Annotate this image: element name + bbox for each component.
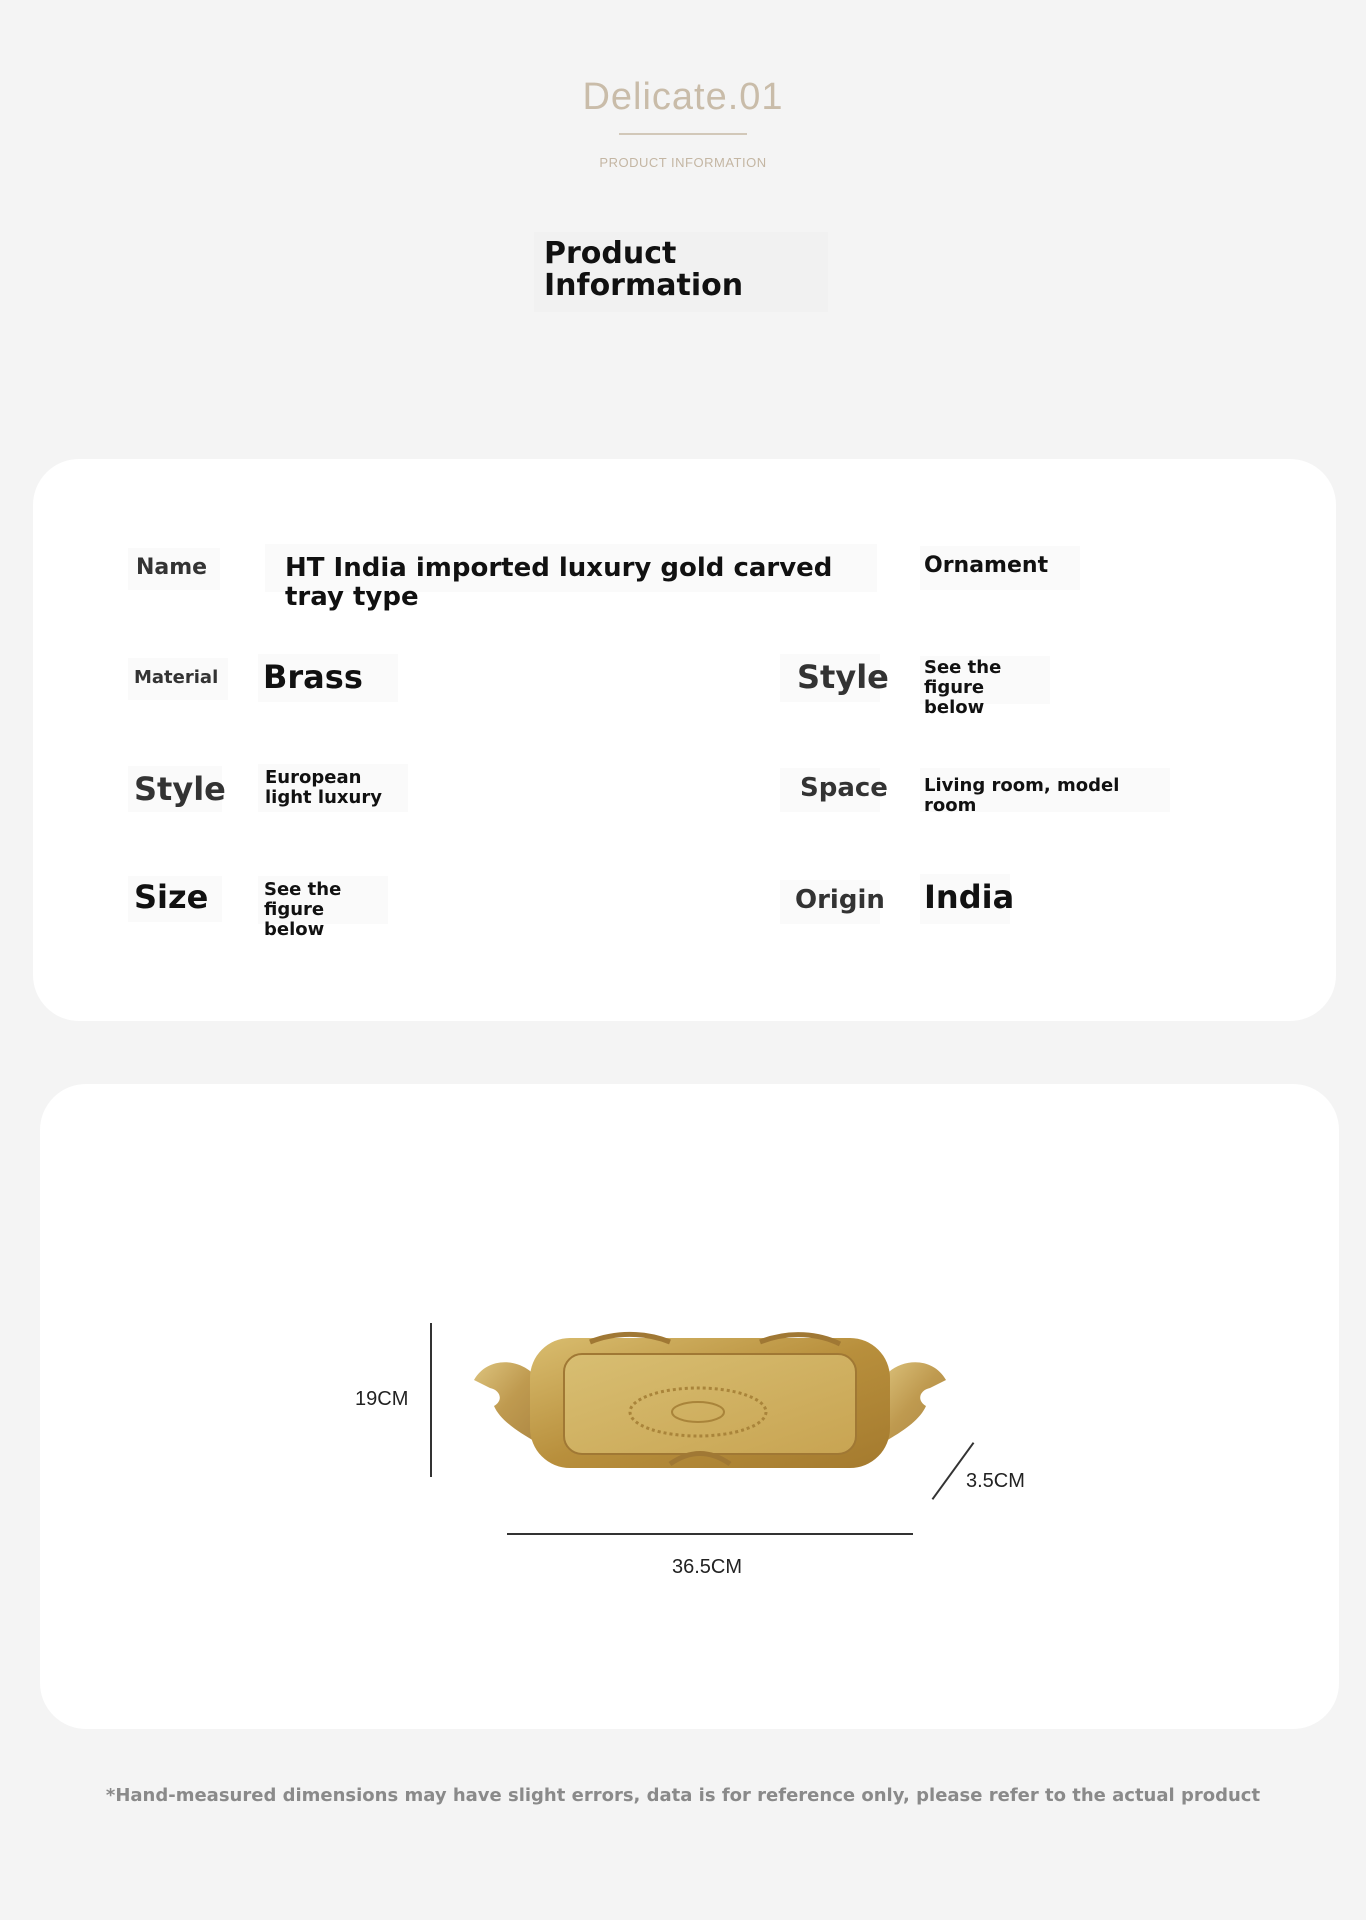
brand-title: Delicate.01 [582,76,784,118]
size-value: See the figure below [258,876,388,924]
height-dimension-label: 19CM [355,1388,409,1410]
material-value: Brass [258,654,398,702]
brand-subtitle: PRODUCT INFORMATION [599,155,767,170]
section-title-text: Product Information [544,236,744,303]
height-dimension-line [430,1323,432,1477]
name-label: Name [128,548,220,590]
style-value-left: European light luxury [258,764,408,812]
measurement-disclaimer: *Hand-measured dimensions may have slight errors, data is for reference only, please refer to the actual product [105,1785,1261,1806]
name-value: HT India imported luxury gold carved tray type [265,544,877,592]
brand-header [0,76,1366,170]
origin-label: Origin [780,880,880,924]
width-dimension-label: 36.5CM [672,1556,743,1578]
tray-image [460,1320,960,1480]
style-label-right: Style [780,654,880,702]
origin-value: India [920,874,1010,924]
width-dimension-line [507,1533,913,1535]
depth-dimension-label: 3.5CM [966,1470,1025,1492]
name-value-extra: Ornament [920,546,1080,590]
material-label: Material [128,658,228,700]
style-label-left: Style [128,766,222,812]
brand-divider [619,133,747,135]
size-label: Size [128,876,222,922]
style-value-right: See the figure below [920,656,1050,704]
section-title [534,232,828,312]
space-value: Living room, model room [920,768,1170,812]
space-label: Space [780,768,880,812]
